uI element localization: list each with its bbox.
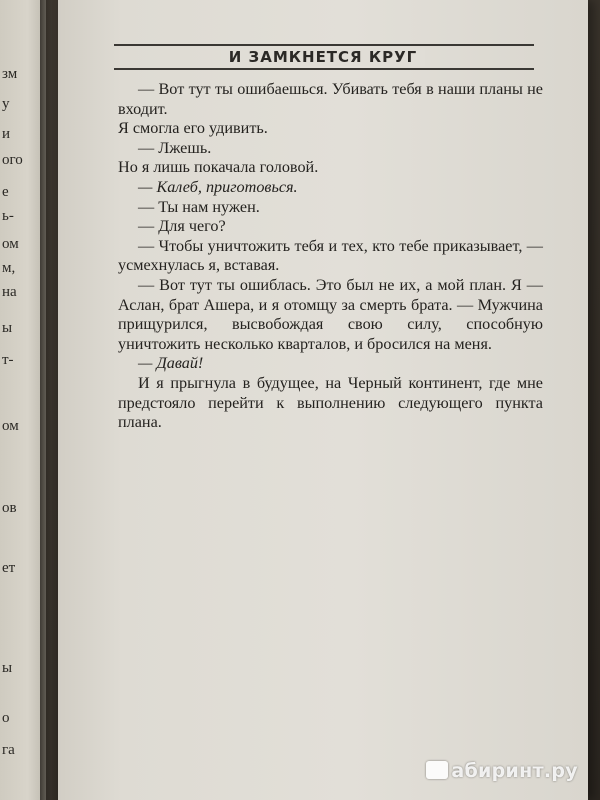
paragraph: — Вот тут ты ошиблась. Это был не их, а мой план. Я — Аслан, брат Ашера, и я отомщу за смерть брата. — Мужчина прищурился, высвобождая свою силу, способную уничтожить несколько кварталов, и бросился на меня. xyxy=(118,275,543,353)
paragraph-italic: — Давай! xyxy=(138,354,204,373)
left-page-fragment: га xyxy=(2,742,15,758)
watermark-text: абиринт.ру xyxy=(451,760,578,782)
paragraph-italic: — Калеб, приготовься. xyxy=(138,177,298,196)
paragraph: — Ты нам нужен. xyxy=(138,197,260,216)
left-page-fragment: ом xyxy=(2,418,19,434)
header-rule-bottom xyxy=(114,68,534,70)
running-header xyxy=(58,44,588,66)
right-page xyxy=(58,0,588,800)
left-page-fragment: и xyxy=(2,126,11,142)
paragraph: И я прыгнула в будущее, на Черный континент, где мне предстояло перейти к выполнению следующего пункта плана. xyxy=(118,373,543,432)
running-header-title: И ЗАМКНЕТСЯ КРУГ xyxy=(221,48,425,66)
labirint-logo-icon xyxy=(426,761,448,779)
labirint-watermark xyxy=(426,760,578,782)
left-page-fragment: на xyxy=(2,284,17,300)
paragraph: — Вот тут ты ошибаешься. Убивать тебя в наши планы не входит. xyxy=(118,80,543,118)
left-page-fragment: е xyxy=(2,184,9,200)
left-page-fragment: т- xyxy=(2,352,14,368)
body-text xyxy=(118,80,543,433)
paragraph: — Чтобы уничтожить тебя и тех, кто тебе приказывает, — усмехнулась я, вставая. xyxy=(118,236,543,275)
left-page-fragment: м, xyxy=(2,260,16,276)
left-page-fragment: ов xyxy=(2,500,17,516)
left-page-fragment: ом xyxy=(2,236,19,252)
left-page-fragment: зм xyxy=(2,66,18,82)
left-page-fragment: ого xyxy=(2,152,23,168)
header-rule-top xyxy=(114,44,534,46)
paragraph: — Лжешь. xyxy=(138,138,212,157)
paragraph: Я смогла его удивить. xyxy=(118,119,268,138)
left-page-fragment: у xyxy=(2,96,10,112)
paragraph: — Для чего? xyxy=(138,217,226,236)
paragraph: Но я лишь покачала головой. xyxy=(118,158,319,177)
left-page-fragment: ь- xyxy=(2,208,14,224)
left-page-fragment: ы xyxy=(2,660,13,676)
left-page-fragment: ы xyxy=(2,320,13,336)
left-page-fragment: ет xyxy=(2,560,16,576)
left-page-fragment: о xyxy=(2,710,10,726)
